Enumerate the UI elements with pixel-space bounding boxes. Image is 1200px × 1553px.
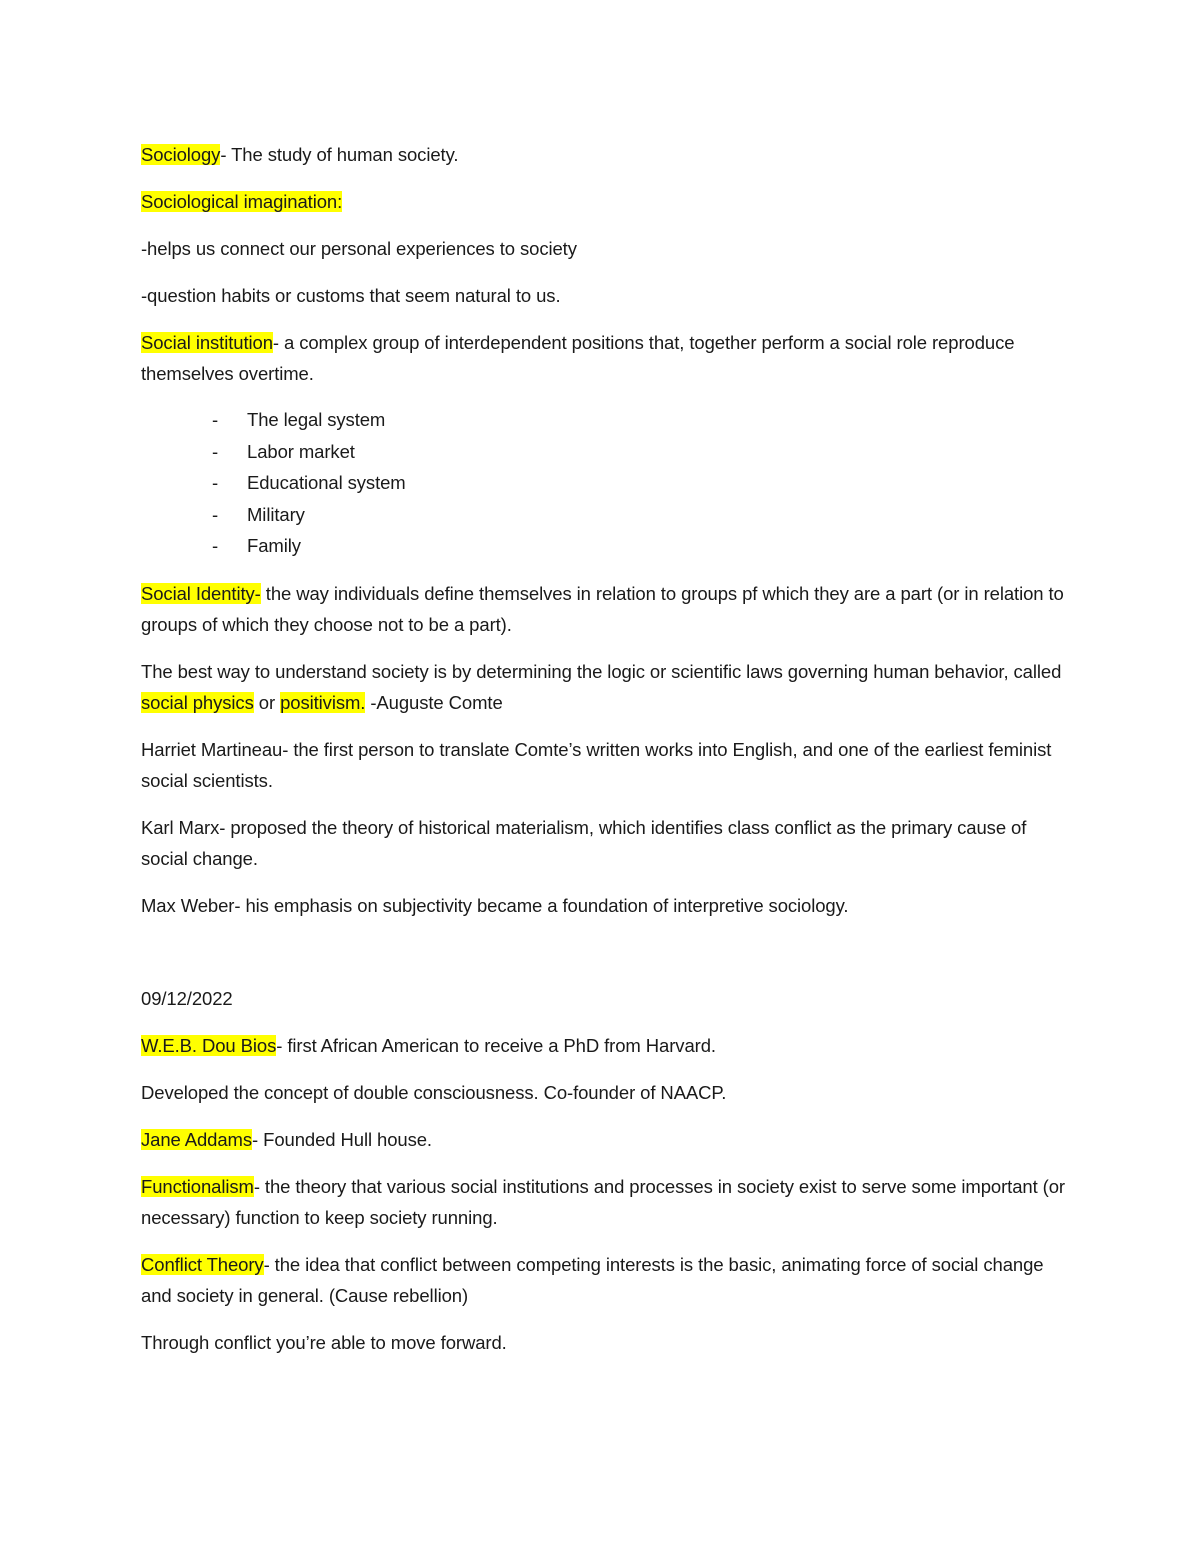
list-item — [141, 467, 1071, 499]
paragraph-addams — [141, 1124, 1071, 1155]
bullet-dash: - — [212, 535, 219, 556]
paragraph-conflict-extra: Through conflict you’re able to move forward. — [141, 1331, 507, 1353]
list-item-label: Labor market — [247, 440, 355, 462]
comte-text-middle: or — [253, 691, 281, 713]
institution-examples-list — [141, 404, 1071, 562]
term-sociology: Sociology — [141, 144, 221, 165]
list-item — [141, 530, 1071, 562]
paragraph-dubois-extra: Developed the concept of double consciousness. Co-founder of NAACP. — [141, 1081, 727, 1103]
term-conflict-theory: Conflict Theory — [141, 1253, 264, 1275]
bullet-dash: - — [212, 409, 219, 430]
date-heading: 09/12/2022 — [141, 987, 233, 1009]
paragraph-social-institution — [141, 327, 1071, 389]
definition-social-identity: the way individuals define themselves in relation to groups pf which they are a part (or in relation to groups of which they choose not to be a part). — [141, 582, 1064, 635]
list-item — [141, 499, 1071, 531]
term-dubois: W.E.B. Dou Bios — [141, 1034, 277, 1056]
term-functionalism: Functionalism — [141, 1175, 254, 1197]
definition-functionalism: - the theory that various social institutions and processes in society exist to serve some important (or necessary) function to keep society running. — [141, 1175, 1065, 1228]
term-sociological-imagination: Sociological imagination: — [141, 191, 343, 212]
paragraph-martineau: Harriet Martineau- the first person to translate Comte’s written works into English, and one of the earliest feminist social scientists. — [141, 738, 1052, 791]
list-item — [141, 404, 1071, 436]
paragraph-dubois — [141, 1030, 1071, 1061]
imagination-point-2: -question habits or customs that seem natural to us. — [141, 285, 561, 306]
document-body — [141, 139, 1071, 1374]
list-item — [141, 436, 1071, 468]
term-positivism: positivism. — [280, 691, 366, 713]
paragraph-sociological-imagination — [141, 186, 1071, 217]
definition-sociology: - The study of human society. — [220, 144, 459, 165]
paragraph-weber: Max Weber- his emphasis on subjectivity became a foundation of interpretive sociology. — [141, 894, 849, 916]
paragraph-functionalism — [141, 1171, 1071, 1233]
definition-conflict-theory: - the idea that conflict between competing interests is the basic, animating force of social change and society in general. (Cause rebellion) — [141, 1253, 1044, 1306]
definition-dubois: - first African American to receive a PhD from Harvard. — [276, 1034, 716, 1056]
comte-text-after: -Auguste Comte — [365, 691, 503, 713]
term-social-identity: Social Identity- — [141, 582, 261, 604]
bullet-dash: - — [212, 503, 219, 525]
paragraph-social-identity — [141, 578, 1071, 640]
paragraph-sociology — [141, 139, 1071, 170]
definition-social-institution: - a complex group of interdependent positions that, together perform a social role reproduce themselves overtime. — [141, 332, 1015, 384]
list-item-label: Educational system — [247, 472, 406, 493]
comte-text-before: The best way to understand society is by determining the logic or scientific laws governing human behavior, called — [141, 660, 1062, 682]
paragraph-comte — [141, 656, 1071, 718]
bullet-dash: - — [212, 440, 219, 462]
list-item-label: Family — [247, 535, 301, 556]
definition-addams: - Founded Hull house. — [252, 1128, 432, 1150]
bullet-dash: - — [212, 472, 219, 493]
term-social-institution: Social institution — [141, 332, 273, 353]
imagination-point-1: -helps us connect our personal experiences to society — [141, 238, 577, 259]
term-addams: Jane Addams — [141, 1128, 253, 1150]
paragraph-marx: Karl Marx- proposed the theory of historical materialism, which identifies class conflict as the primary cause of social change. — [141, 816, 1027, 869]
list-item-label: Military — [247, 503, 305, 525]
paragraph-conflict-theory — [141, 1249, 1071, 1311]
term-social-physics: social physics — [141, 691, 254, 713]
list-item-label: The legal system — [247, 409, 386, 430]
